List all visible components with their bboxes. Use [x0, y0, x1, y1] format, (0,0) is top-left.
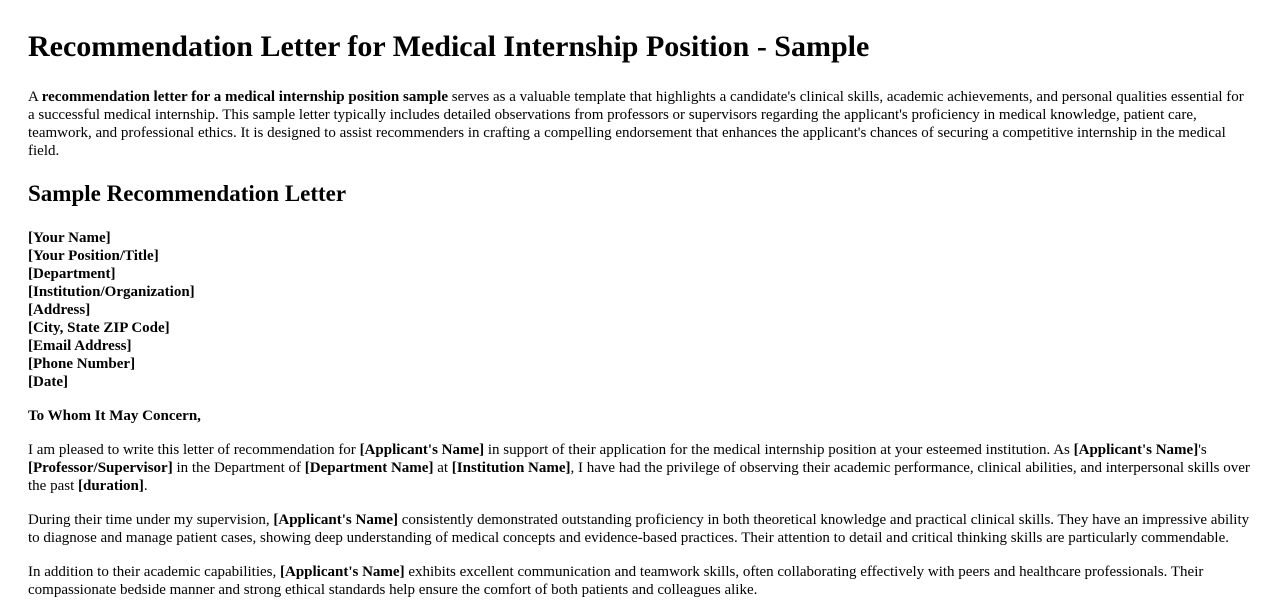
- page-title: Recommendation Letter for Medical Internship Position - Sample: [28, 30, 870, 63]
- text-run: During their time under my supervision,: [28, 512, 274, 528]
- sender-institution: [Institution/Organization]: [28, 284, 195, 300]
- text-run: consistently demonstrated outstanding proficiency in both theoretical knowledge and practical clinical skills. They have an impressive ability to diagnose and manage patient cases, showing deep understanding of medical concepts and evidence-based practices. Their attention to detail and critical thinking skills are particularly commendable.: [28, 512, 1250, 546]
- intro-paragraph: [28, 88, 1250, 160]
- text-run: 's: [1198, 442, 1207, 458]
- text-run: exhibits excellent communication and teamwork skills, often collaborating effectively with peers and healthcare professionals. Their compassionate bedside manner and strong ethical standards help ensure the comfort of both patients and colleagues alike.: [28, 564, 1204, 598]
- intro-prefix: A: [28, 89, 42, 105]
- placeholder-institution-name: [Institution Name]: [451, 460, 571, 476]
- placeholder-department-name: [Department Name]: [304, 460, 434, 476]
- sender-phone: [Phone Number]: [28, 356, 136, 372]
- sender-address: [Address]: [28, 302, 91, 318]
- placeholder-applicant-name: [Applicant's Name]: [280, 564, 405, 580]
- text-run: In addition to their academic capabilities,: [28, 564, 280, 580]
- sender-city-state-zip: [City, State ZIP Code]: [28, 320, 170, 336]
- placeholder-duration: [duration]: [78, 478, 144, 494]
- sender-email: [Email Address]: [28, 338, 132, 354]
- sender-position: [Your Position/Title]: [28, 248, 159, 264]
- text-run: I am pleased to write this letter of recommendation for: [28, 442, 360, 458]
- intro-rest: serves as a valuable template that highlights a candidate's clinical skills, academic achievements, and personal qualities essential for a successful medical internship. This sample letter typically includes detailed observations from professors or supervisors regarding the applicant's proficiency in medical knowledge, patient care, teamwork, and professional ethics. It is designed to assist recommenders in crafting a compelling endorsement that enhances the applicant's chances of securing a competitive internship in the medical field.: [28, 89, 1244, 159]
- text-run: at: [433, 460, 452, 476]
- letter-paragraph-1: [28, 441, 1250, 495]
- placeholder-applicant-name: [Applicant's Name]: [273, 512, 398, 528]
- placeholder-professor-supervisor: [Professor/Supervisor]: [28, 460, 173, 476]
- intro-bold-phrase: recommendation letter for a medical internship position sample: [41, 89, 448, 105]
- letter-date: [Date]: [28, 374, 68, 390]
- text-run: .: [143, 478, 148, 494]
- sender-address-block: [28, 229, 1250, 391]
- placeholder-applicant-name: [Applicant's Name]: [359, 442, 485, 458]
- text-run: in support of their application for the medical internship position at your esteemed institution. As: [484, 442, 1074, 458]
- section-heading: Sample Recommendation Letter: [28, 181, 347, 206]
- letter-paragraph-3: [28, 563, 1250, 599]
- placeholder-applicant-name: [Applicant's Name]: [1073, 442, 1199, 458]
- document-page: [0, 30, 1278, 599]
- sender-department: [Department]: [28, 266, 116, 282]
- letter-paragraph-2: [28, 511, 1250, 547]
- text-run: , I have had the privilege of observing their academic performance, clinical abilities, and interpersonal skills over the past: [28, 460, 1250, 494]
- text-run: in the Department of: [172, 460, 305, 476]
- sender-name: [Your Name]: [28, 230, 111, 246]
- salutation: To Whom It May Concern,: [28, 408, 201, 424]
